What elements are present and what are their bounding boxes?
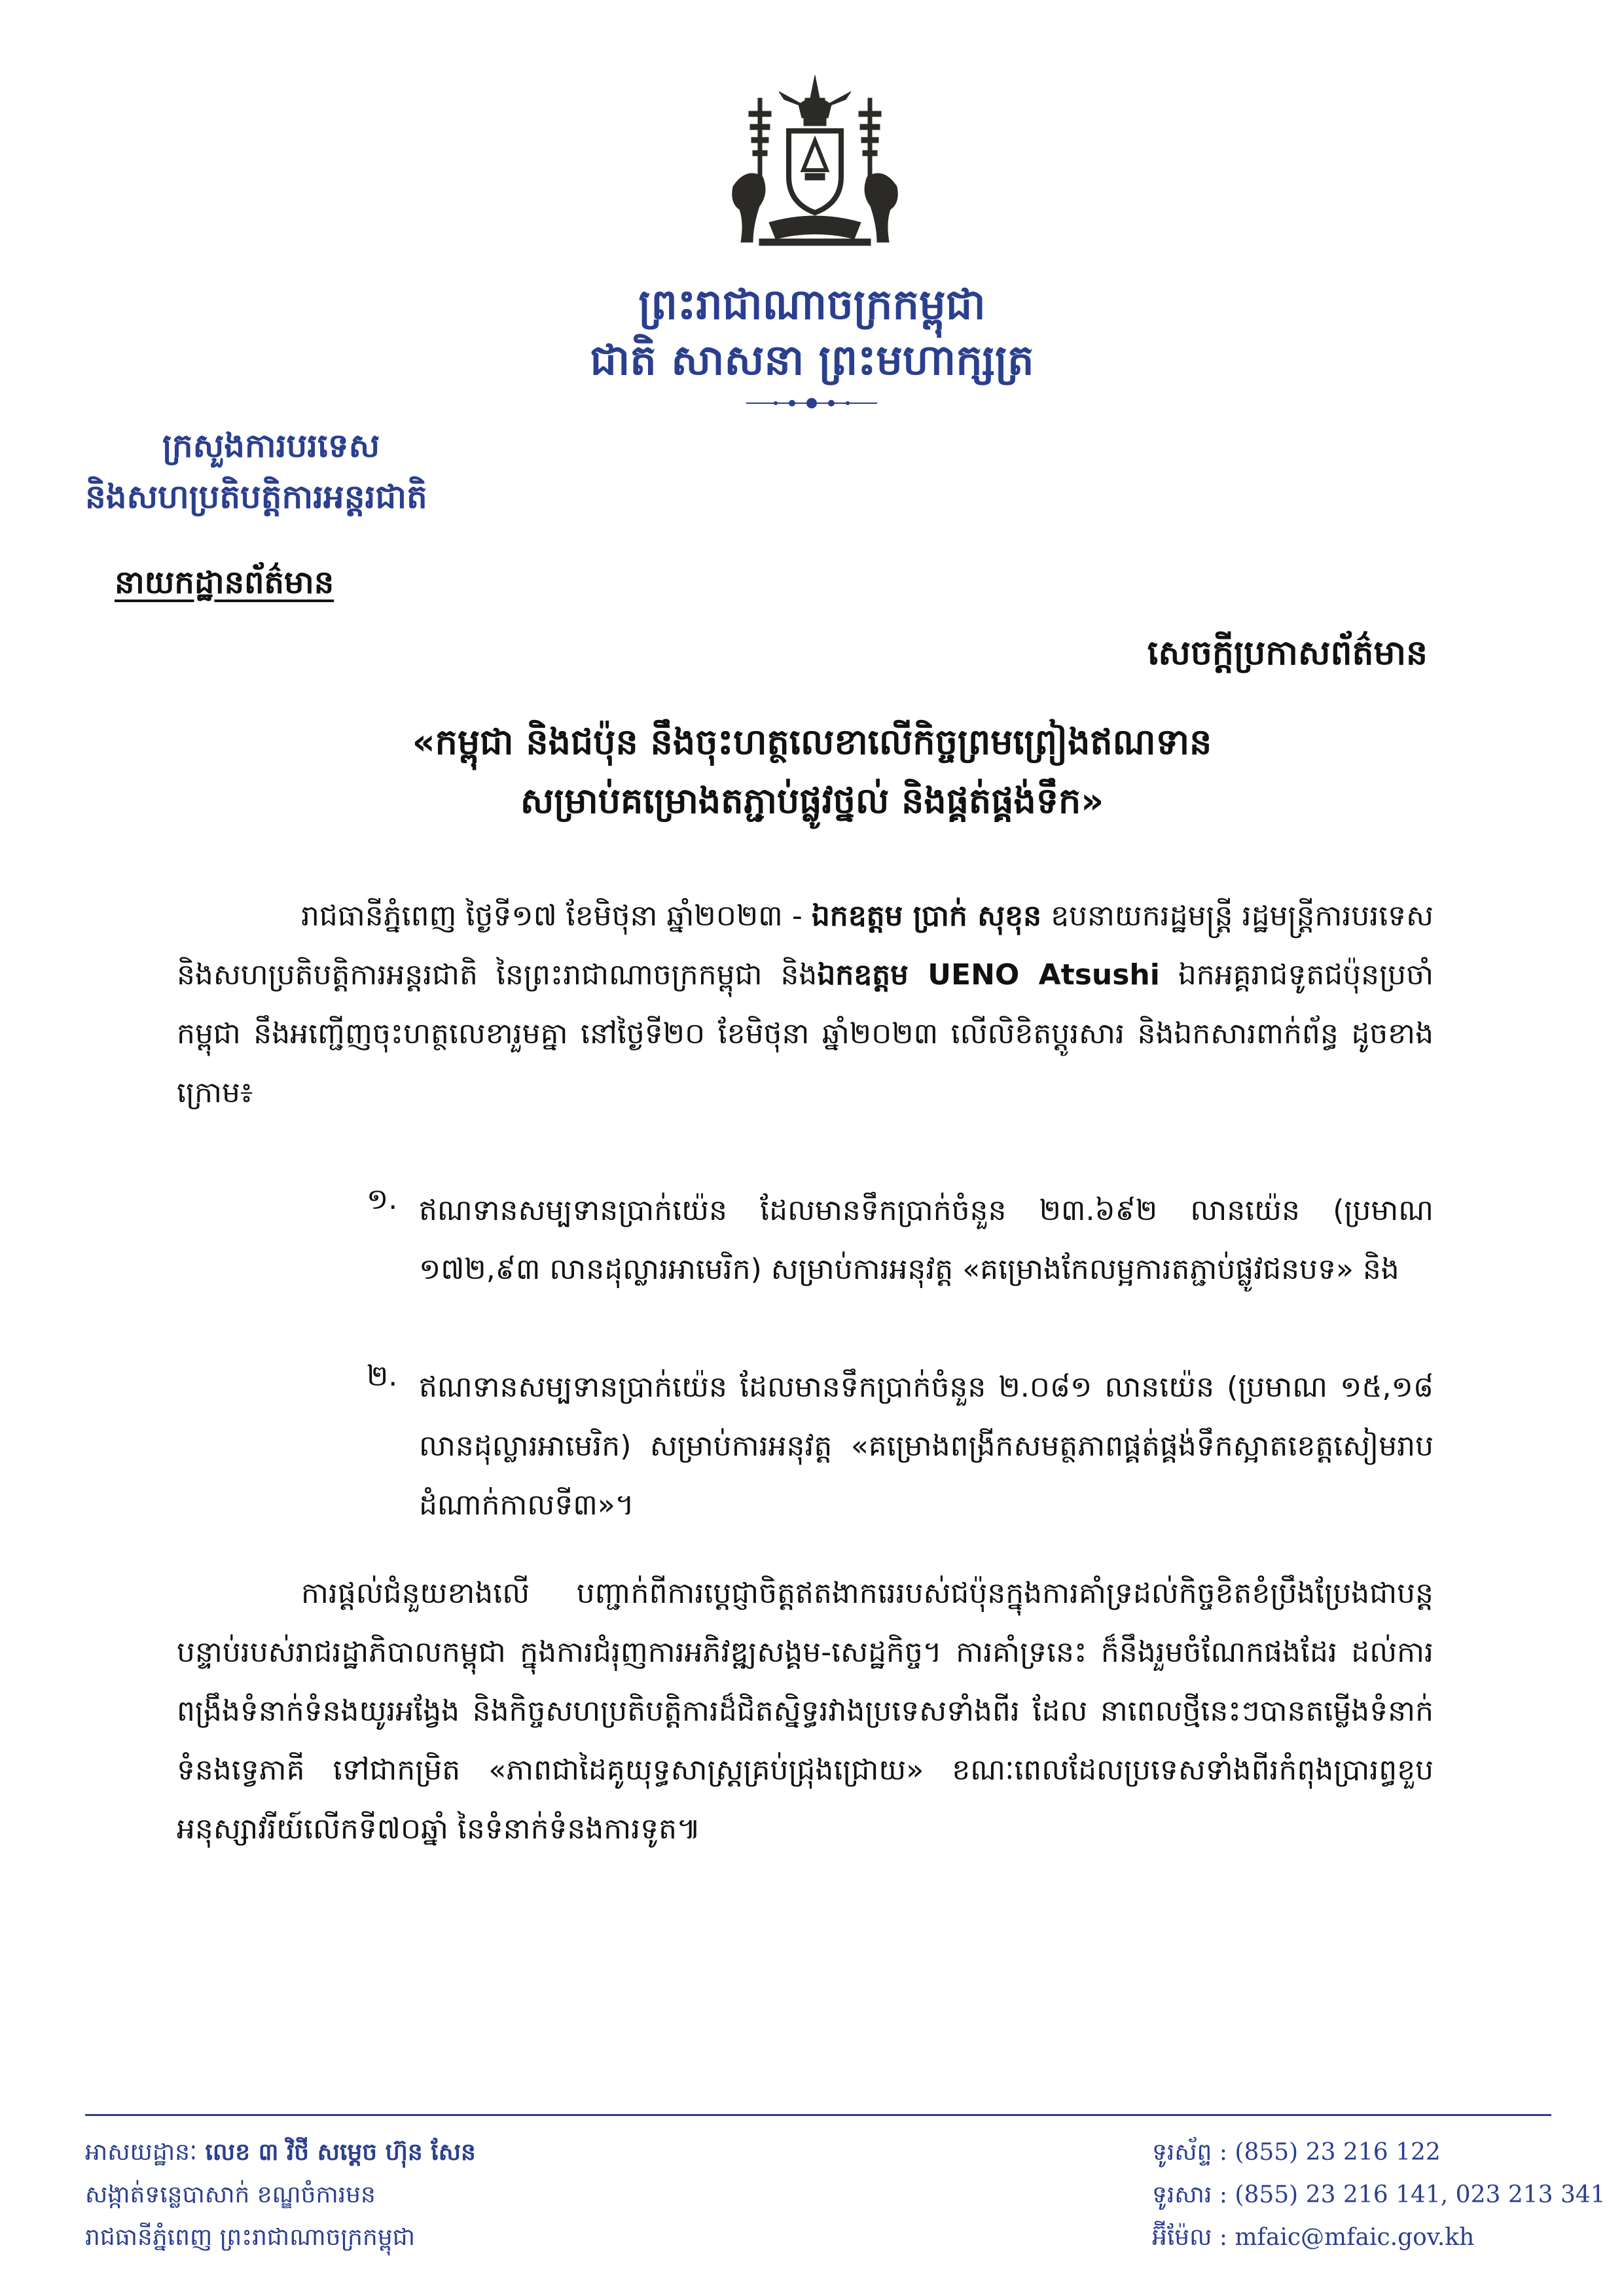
list-item: ឥណទានសម្បទានប្រាក់យ៉េន ដែលមានទឹកប្រាក់ចំនួន ២.០៨១ លានយ៉េន (ប្រមាណ ១៥,១៨ លានដុល្លារអាមេរិក) សម្រាប់ការអនុវត្ត «គម្រោងពង្រីកសមត្ថភាពផ្គត់ផ្គង់ទឹកស្អាតខេត្តសៀមរាប ដំណាក់កាលទី៣»។ — [419, 1371, 1434, 1522]
press-release-label: សេចក្តីប្រកាសព័ត៌មាន — [1147, 634, 1428, 673]
list-item-number: ១. — [367, 1183, 398, 1216]
footer-address-street: លេខ ៣ វិថី សម្តេច ហ៊ុន សែន — [196, 2138, 476, 2166]
footer-address-line1 — [85, 2137, 476, 2172]
list-item: ឥណទានសម្បទានប្រាក់យ៉េន ដែលមានទឹកប្រាក់ចំនួន ២៣.៦៩២ លានយ៉េន (ប្រមាណ ១៧២,៩៣ លានដុល្លារអាមេរិក) សម្រាប់ការអនុវត្ត «គម្រោងកែលម្អការតភ្ជាប់ផ្លូវជនបទ» និង — [419, 1194, 1434, 1286]
footer-address-line2: សង្កាត់ទន្លេបាសាក់ ខណ្ឌចំការមន — [85, 2181, 376, 2208]
ministry-name-line1: ក្រសួងការបរទេស — [162, 426, 380, 465]
divider-ornament — [746, 396, 877, 410]
intro-text-1: ឧបនាយករដ្ឋមន្ត្រី រដ្ឋមន្ត្រីការបរទេស និងសហប្រតិបត្តិការអន្តរជាតិ នៃព្រះរាជាណាចក្រកម្ពុជា និង — [177, 899, 1434, 992]
release-title-line2: សម្រាប់គម្រោងតភ្ជាប់ផ្លូវថ្នល់ និងផ្គត់ផ្គង់ទឹក» — [520, 780, 1104, 821]
footer-address-label: អាសយដ្ឋានៈ — [85, 2139, 197, 2166]
release-title-line1: «កម្ពុជា និងជប៉ុន នឹងចុះហត្ថលេខាលើកិច្ចព្រមព្រៀងឥណទាន — [412, 721, 1212, 762]
list-item-number: ២. — [367, 1359, 398, 1393]
royal-emblem — [707, 72, 923, 262]
department-name: នាយកដ្ឋានព័ត៌មាន — [115, 564, 334, 601]
intro-official-1: ឯកឧត្តម ប្រាក់ សុខុន — [811, 899, 1041, 933]
footer-divider — [85, 2114, 1551, 2116]
intro-official-2: ឯកឧត្តម UENO Atsushi — [817, 958, 1160, 992]
kingdom-title: ព្រះរាជាណាចក្រកម្ពុជា — [638, 280, 986, 329]
footer-address-line3: រាជធានីភ្នំពេញ ព្រះរាជាណាចក្រកម្ពុជា — [85, 2224, 415, 2251]
footer-email: អ៊ីម៉ែល : mfaic@mfaic.gov.kh — [1152, 2224, 1475, 2251]
intro-text-2: ឯកអគ្គរាជទូតជប៉ុនប្រចាំកម្ពុជា នឹងអញ្ជើញចុះហត្ថលេខារួមគ្នា នៅថ្ងៃទី២០ ខែមិថុនា ឆ្នាំ២០២៣ លើលិខិតប្តូរសារ និងឯកសារពាក់ព័ន្ធ ដូចខាងក្រោម៖ — [177, 958, 1434, 1109]
national-motto: ជាតិ សាសនា ព្រះមហាក្សត្រ — [590, 336, 1034, 385]
intro-paragraph — [177, 887, 1434, 1122]
footer-fax: ទូរសារ : (855) 23 216 141, 023 213 341 — [1152, 2181, 1606, 2208]
footer-phone: ទូរស័ព្ទ : (855) 23 216 122 — [1152, 2139, 1441, 2166]
body-paragraph: ការផ្តល់ជំនួយខាងលើ បញ្ជាក់ពីការប្តេជ្ញាចិត្តឥតងាករេរបស់ជប៉ុនក្នុងការគាំទ្រដល់កិច្ចខិតខំប្រឹងប្រែងជាបន្តបន្ទាប់របស់រាជរដ្ឋាភិបាលកម្ពុជា ក្នុងការជំរុញការអភិវឌ្ឍសង្គម-សេដ្ឋកិច្ច។ ការគាំទ្រនេះ ក៏នឹងរួមចំណែកផងដែរ ដល់ការពង្រឹងទំនាក់ទំនងយូរអង្វែង និងកិច្ចសហប្រតិបត្តិការដ៏ជិតស្និទ្ធរវាងប្រទេសទាំងពីរ ដែល នាពេលថ្មីនេះៗបានតម្លើងទំនាក់ទំនងទ្វេភាគី ទៅជាកម្រិត «ភាពជាដៃគូយុទ្ធសាស្ត្រគ្រប់ជ្រុងជ្រោយ» ខណៈពេលដែលប្រទេសទាំងពីរកំពុងប្រារព្ធខួបអនុស្សាវរីយ៍លើកទី៧០ឆ្នាំ នៃទំនាក់ទំនងការទូត៕ — [177, 1577, 1434, 1846]
intro-dateline: រាជធានីភ្នំពេញ ថ្ងៃទី១៧ ខែមិថុនា ឆ្នាំ២០២៣ - — [301, 899, 812, 933]
ministry-name-line2: និងសហប្រតិបត្តិការអន្តរជាតិ — [85, 477, 427, 516]
